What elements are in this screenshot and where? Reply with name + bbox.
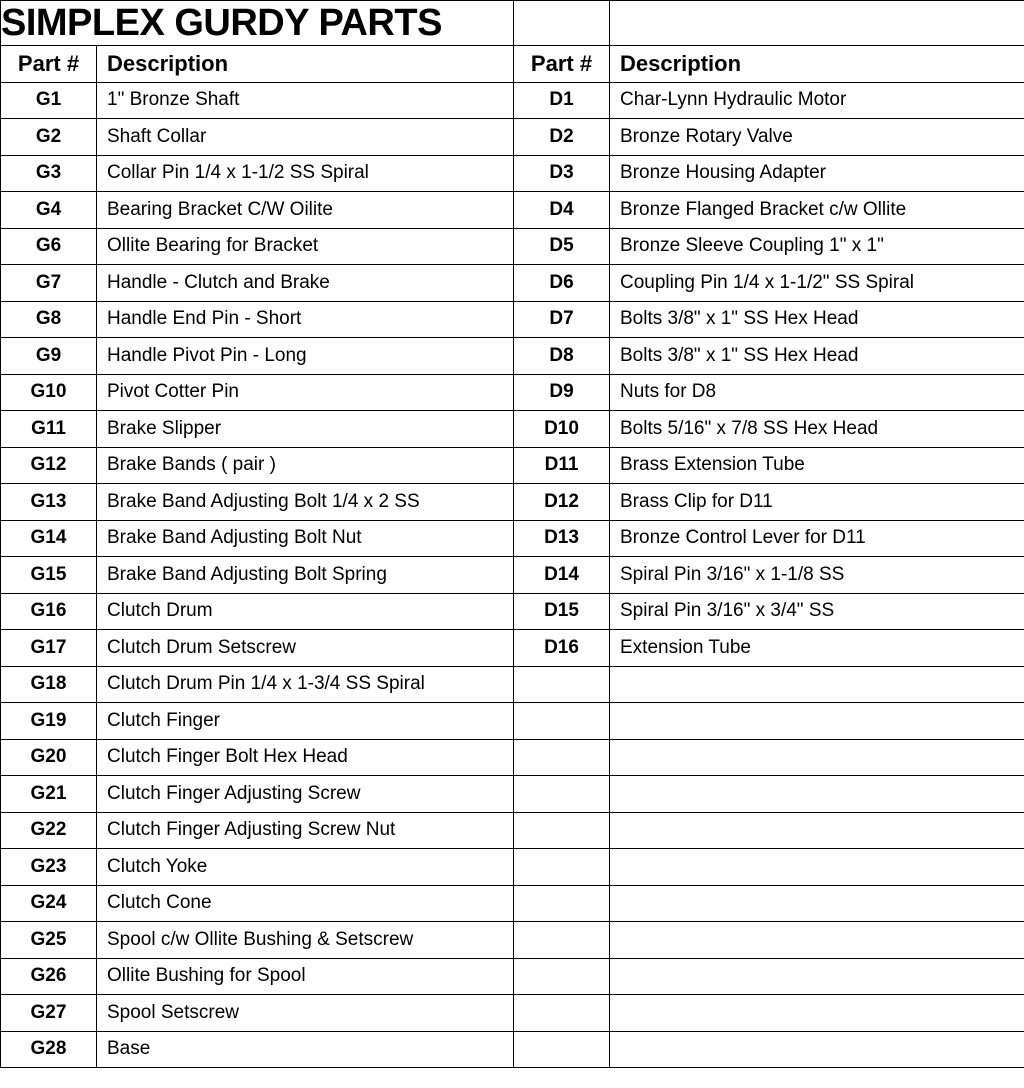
header-part-left-label: Part # [17,50,80,76]
table-row [1,885,1024,922]
part-number: D6 [549,271,574,293]
table-row [1,374,1024,411]
part-number-cell [1,593,97,630]
part-number: D1 [549,89,574,111]
part-description-cell [610,812,1024,849]
part-description: Brake Slipper [107,417,222,439]
part-number-cell [1,411,97,448]
part-description-cell [610,155,1024,192]
part-number: D14 [544,563,579,585]
part-description: Nuts for D8 [620,381,717,403]
table-row [1,301,1024,338]
table-row [1,958,1024,995]
part-description-cell [610,922,1024,959]
part-description-cell [610,484,1024,521]
part-description: Spiral Pin 3/16" x 3/4" SS [620,600,835,622]
table-row [1,922,1024,959]
part-description-cell [97,447,514,484]
part-number-cell [1,155,97,192]
part-number: D2 [549,125,574,147]
part-description-cell [97,995,514,1032]
part-description-cell [97,958,514,995]
part-number: G19 [30,709,67,731]
part-number-cell [514,812,610,849]
part-description-cell [610,374,1024,411]
part-description-cell [97,885,514,922]
header-desc-left [97,46,514,83]
part-description-cell [610,338,1024,375]
page-title: SIMPLEX GURDY PARTS [1,2,442,44]
part-number: G16 [30,600,67,622]
part-number-cell [1,338,97,375]
part-description: Brass Clip for D11 [620,490,773,512]
part-description: Bearing Bracket C/W Oilite [107,198,333,220]
part-description: Spool Setscrew [107,1001,240,1023]
part-description: Brass Extension Tube [620,454,805,476]
part-description: Bronze Flanged Bracket c/w Ollite [620,198,907,220]
table-row [1,447,1024,484]
part-number: G22 [30,819,67,841]
part-description-cell [610,119,1024,156]
part-number: G12 [30,454,67,476]
part-number-cell [1,922,97,959]
part-number-cell [514,228,610,265]
table-row [1,557,1024,594]
part-number: D3 [549,162,574,184]
part-description-cell [97,265,514,302]
part-description: Coupling Pin 1/4 x 1-1/2" SS Spiral [620,271,915,293]
header-desc-right-label: Description [620,50,742,76]
part-number-cell [1,265,97,302]
table-row [1,593,1024,630]
part-description: Clutch Drum Setscrew [107,636,296,658]
part-description: Clutch Cone [107,892,212,914]
part-description: Handle Pivot Pin - Long [107,344,307,366]
part-description-cell [97,776,514,813]
part-number-cell [1,885,97,922]
part-description-cell [610,739,1024,776]
part-description-cell [97,849,514,886]
part-number-cell [514,119,610,156]
part-number: G14 [30,527,67,549]
part-description-cell [97,155,514,192]
table-row [1,812,1024,849]
part-description-cell [97,192,514,229]
part-description-cell [610,265,1024,302]
table-row [1,411,1024,448]
part-description-cell [97,557,514,594]
part-number-cell [514,374,610,411]
part-number: G11 [31,417,66,439]
part-number: G26 [30,965,67,987]
part-number: G20 [30,746,67,768]
part-number: G15 [30,563,67,585]
part-number-cell [1,958,97,995]
part-number-cell [514,885,610,922]
part-number: D11 [544,454,579,476]
part-description: Clutch Finger Bolt Hex Head [107,746,348,768]
part-description: Clutch Yoke [107,855,208,877]
header-desc-left-label: Description [107,50,229,76]
part-description: Shaft Collar [107,125,207,147]
part-description: Bolts 3/8" x 1" SS Hex Head [620,344,859,366]
header-part-left [1,46,97,83]
header-row [1,46,1024,83]
part-description: Brake Band Adjusting Bolt Spring [107,563,387,585]
part-description: Char-Lynn Hydraulic Motor [620,89,847,111]
part-number-cell [514,703,610,740]
part-number-cell [514,338,610,375]
part-number: D12 [544,490,579,512]
part-description-cell [610,301,1024,338]
part-number: G6 [35,235,62,257]
part-description-cell [97,703,514,740]
part-description: Collar Pin 1/4 x 1-1/2 SS Spiral [107,162,369,184]
part-number-cell [514,557,610,594]
part-description-cell [97,593,514,630]
part-number: G28 [30,1038,67,1060]
part-number-cell [514,411,610,448]
table-row [1,849,1024,886]
part-number-cell [514,155,610,192]
part-number-cell [1,484,97,521]
part-number-cell [1,447,97,484]
part-number-cell [514,82,610,119]
part-number-cell [514,958,610,995]
part-description-cell [97,812,514,849]
part-number-cell [514,739,610,776]
part-description: Clutch Finger Adjusting Screw [107,782,361,804]
part-number: G23 [30,855,67,877]
table-row [1,228,1024,265]
part-description-cell [97,301,514,338]
part-number: G13 [30,490,67,512]
part-number-cell [1,1031,97,1068]
title-spacer-cell-2 [610,1,1024,46]
part-description-cell [97,1031,514,1068]
part-description-cell [97,484,514,521]
part-description: Spiral Pin 3/16" x 1-1/8 SS [620,563,845,585]
part-number: G9 [35,344,62,366]
part-number-cell [1,995,97,1032]
part-number: G7 [35,271,62,293]
table-row [1,1031,1024,1068]
part-description: Clutch Finger [107,709,220,731]
part-description-cell [97,228,514,265]
part-description: Pivot Cotter Pin [107,381,239,403]
table-row [1,338,1024,375]
part-number: G17 [30,636,67,658]
part-number: G3 [35,162,62,184]
title-row [1,1,1024,46]
part-number: D5 [549,235,574,257]
part-number-cell [514,776,610,813]
part-number: G24 [30,892,67,914]
part-description: Ollite Bushing for Spool [107,965,306,987]
part-number-cell [1,666,97,703]
header-part-right [514,46,610,83]
part-description: Bronze Rotary Valve [620,125,793,147]
part-number-cell [514,520,610,557]
part-description-cell [610,703,1024,740]
part-number-cell [1,119,97,156]
title-spacer-cell-1 [514,1,610,46]
part-number: G18 [30,673,67,695]
part-number: D15 [544,600,579,622]
header-part-right-label: Part # [530,50,593,76]
table-row [1,739,1024,776]
part-description: Bolts 3/8" x 1" SS Hex Head [620,308,859,330]
part-description-cell [610,849,1024,886]
part-description-cell [97,338,514,375]
part-description: Ollite Bearing for Bracket [107,235,319,257]
part-description-cell [97,119,514,156]
table-row [1,119,1024,156]
part-number-cell [514,1031,610,1068]
part-number-cell [514,666,610,703]
part-number: D16 [544,636,579,658]
part-description: Bronze Control Lever for D11 [620,527,866,549]
part-description-cell [610,885,1024,922]
part-number: G8 [35,308,62,330]
part-description: Clutch Drum Pin 1/4 x 1-3/4 SS Spiral [107,673,425,695]
part-description-cell [97,520,514,557]
part-number-cell [1,301,97,338]
part-number-cell [514,447,610,484]
part-number-cell [514,849,610,886]
part-description: Clutch Finger Adjusting Screw Nut [107,819,396,841]
part-description-cell [97,411,514,448]
part-number-cell [514,593,610,630]
part-number: D4 [549,198,574,220]
part-description: Bronze Sleeve Coupling 1" x 1" [620,235,884,257]
part-description: Brake Band Adjusting Bolt 1/4 x 2 SS [107,490,420,512]
part-number-cell [1,739,97,776]
table-row [1,155,1024,192]
table-row [1,666,1024,703]
part-description: Extension Tube [620,636,751,658]
part-description: Handle End Pin - Short [107,308,302,330]
part-description-cell [97,922,514,959]
part-description: Clutch Drum [107,600,213,622]
part-description-cell [610,520,1024,557]
part-number-cell [1,520,97,557]
part-number: G10 [30,381,67,403]
part-number-cell [1,703,97,740]
header-desc-right [610,46,1024,83]
part-number-cell [1,812,97,849]
part-description-cell [97,374,514,411]
part-number-cell [1,228,97,265]
part-number-cell [1,630,97,667]
part-number-cell [514,922,610,959]
part-description-cell [610,666,1024,703]
part-description: Bolts 5/16" x 7/8 SS Hex Head [620,417,879,439]
part-number-cell [1,192,97,229]
part-description-cell [610,995,1024,1032]
table-row [1,776,1024,813]
part-number-cell [514,484,610,521]
part-description-cell [610,411,1024,448]
part-number-cell [1,849,97,886]
part-number-cell [514,265,610,302]
part-description-cell [97,82,514,119]
part-description: Spool c/w Ollite Bushing & Setscrew [107,928,414,950]
parts-table-body [1,1,1024,1068]
part-number: D7 [549,308,574,330]
table-row [1,520,1024,557]
part-description: 1" Bronze Shaft [107,89,240,111]
part-description-cell [610,958,1024,995]
part-number: G21 [30,782,67,804]
part-number: D9 [549,381,574,403]
part-description: Bronze Housing Adapter [620,162,826,184]
part-description: Handle - Clutch and Brake [107,271,330,293]
part-description-cell [97,630,514,667]
part-description-cell [610,557,1024,594]
part-description: Brake Band Adjusting Bolt Nut [107,527,362,549]
part-description-cell [610,1031,1024,1068]
part-description-cell [97,739,514,776]
part-description-cell [97,666,514,703]
part-description-cell [610,776,1024,813]
part-number: D10 [544,417,579,439]
table-row [1,192,1024,229]
part-description-cell [610,192,1024,229]
part-number-cell [1,557,97,594]
part-number-cell [1,374,97,411]
part-number: G4 [35,198,62,220]
part-number-cell [514,630,610,667]
table-row [1,703,1024,740]
part-description: Brake Bands ( pair ) [107,454,276,476]
part-description-cell [610,82,1024,119]
part-number: D13 [544,527,579,549]
part-number: D8 [549,344,574,366]
part-description-cell [610,447,1024,484]
part-number-cell [1,776,97,813]
part-number-cell [514,301,610,338]
part-number: G27 [30,1001,67,1023]
part-description-cell [610,593,1024,630]
part-description-cell [610,630,1024,667]
table-row [1,630,1024,667]
part-number-cell [514,995,610,1032]
part-number: G1 [35,89,62,111]
table-row [1,484,1024,521]
part-description-cell [610,228,1024,265]
table-row [1,265,1024,302]
table-row [1,995,1024,1032]
part-number-cell [1,82,97,119]
table-row [1,82,1024,119]
part-number: G2 [35,125,62,147]
part-number: G25 [30,928,67,950]
part-description: Base [107,1038,151,1060]
document-title-cell [1,1,514,46]
part-number-cell [514,192,610,229]
